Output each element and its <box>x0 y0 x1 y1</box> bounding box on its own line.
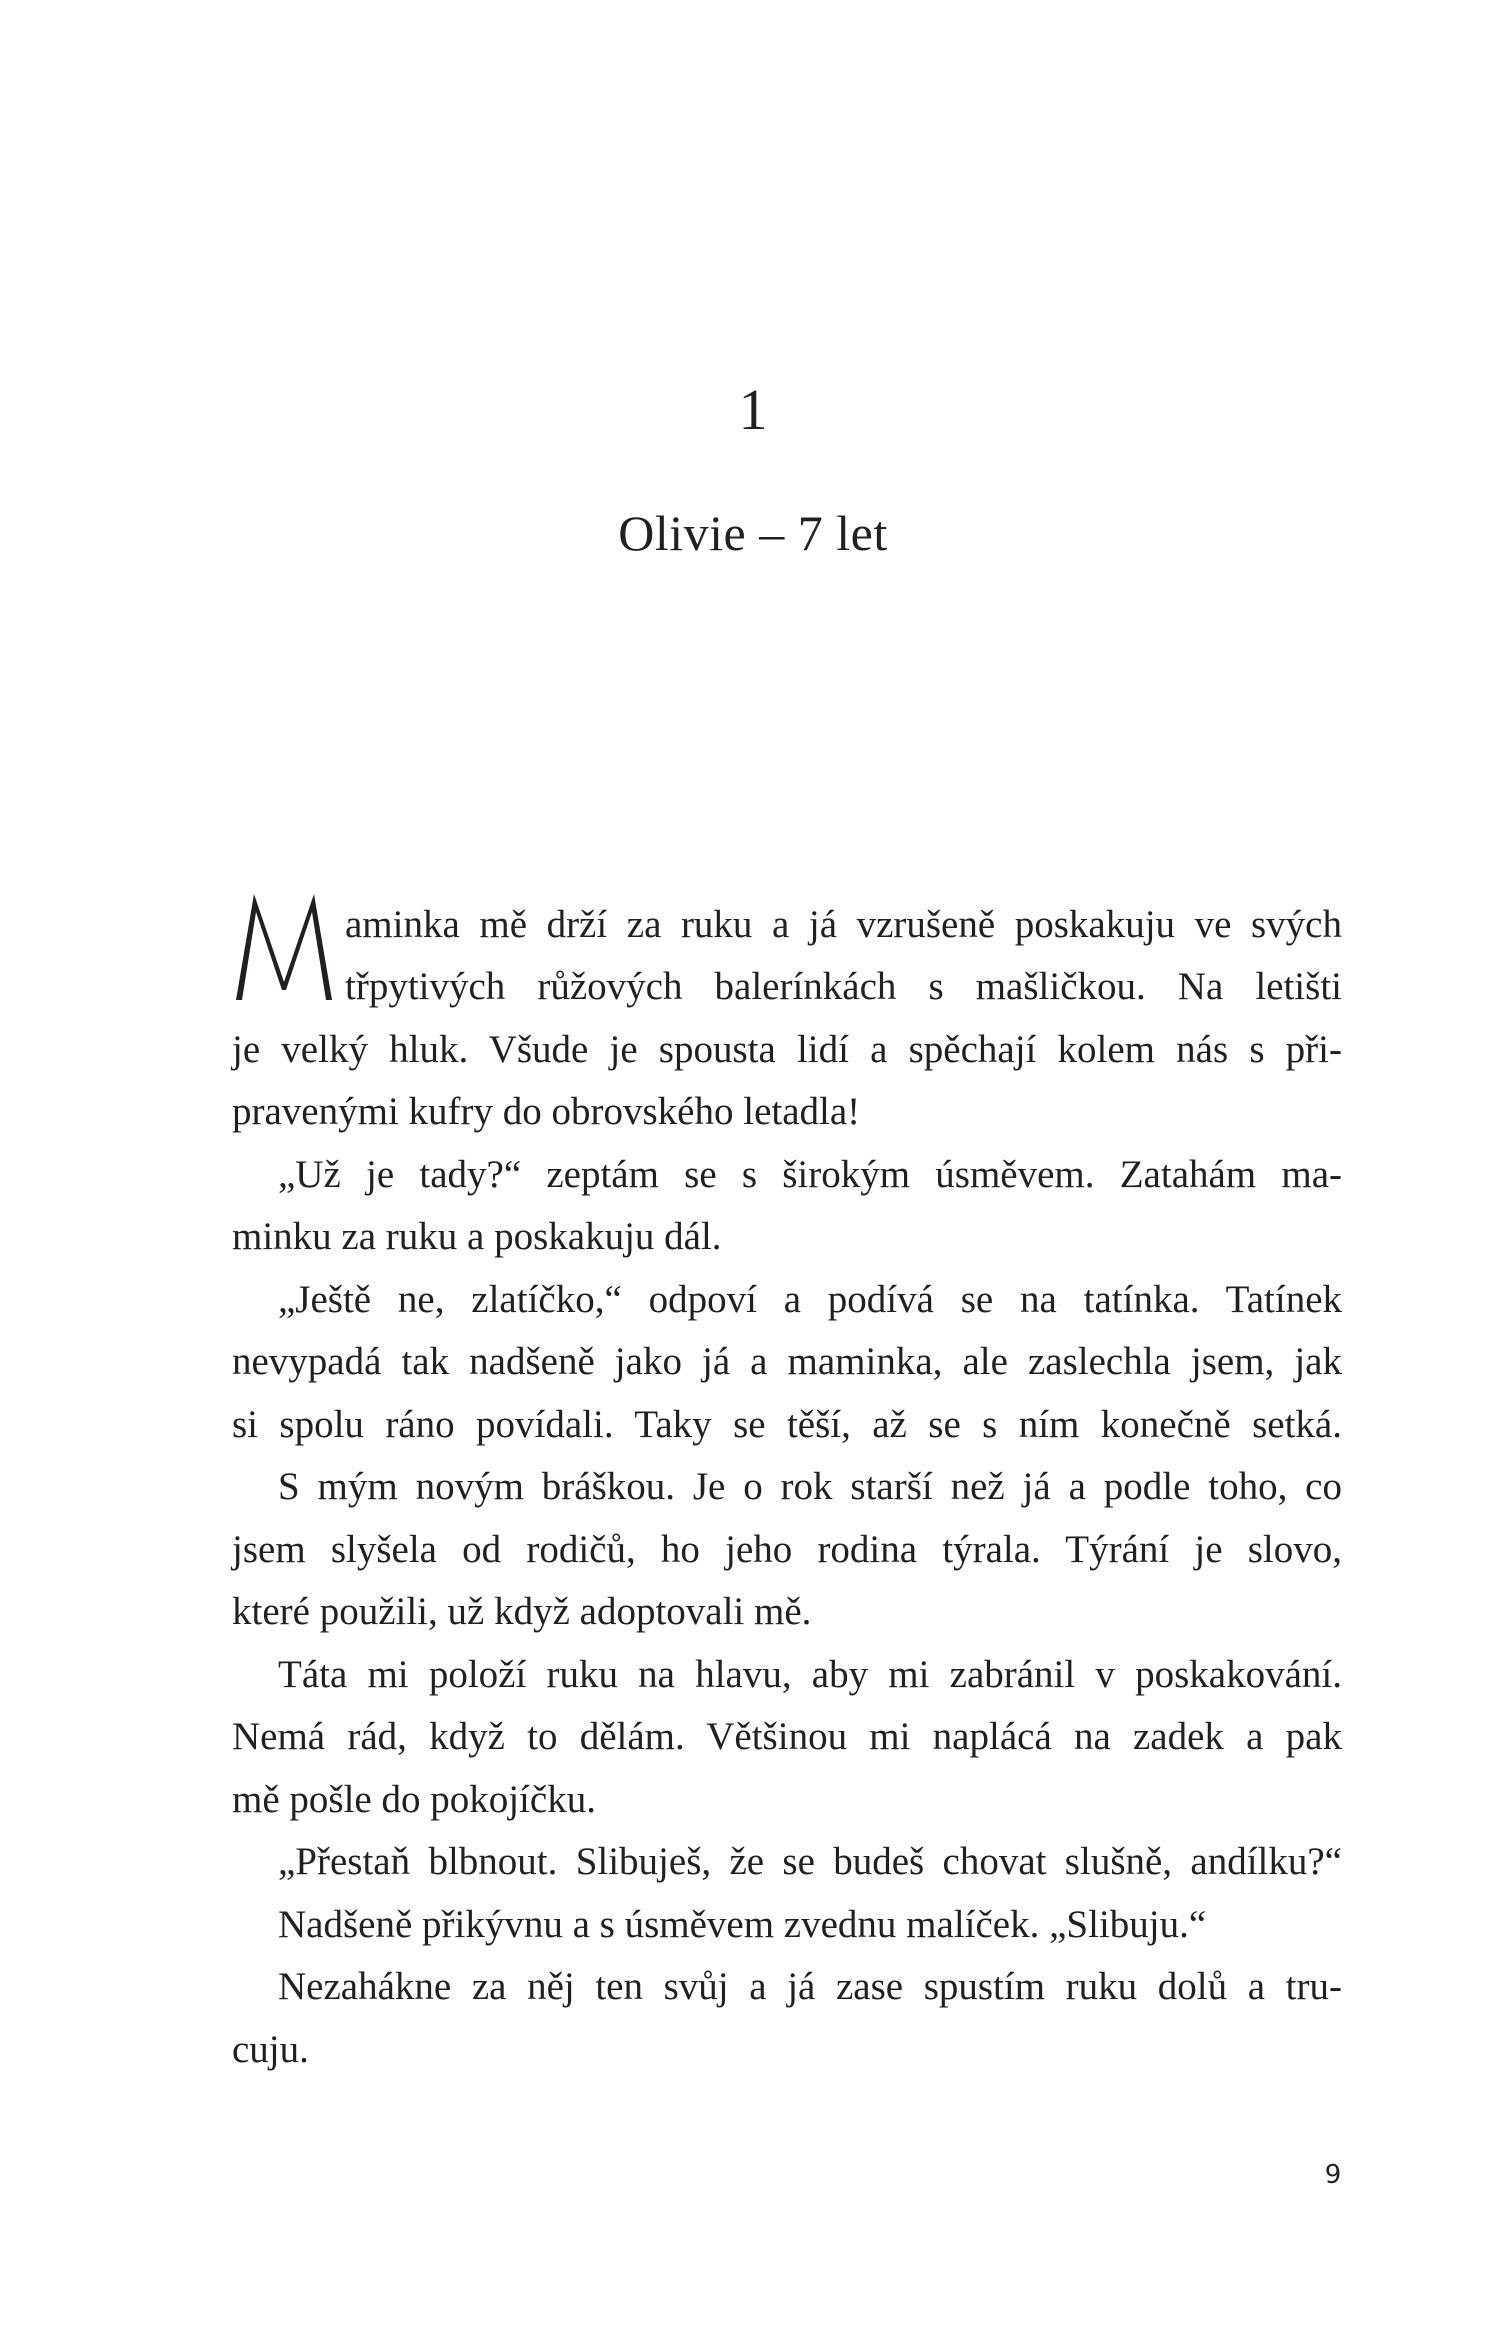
drop-cap-letter-glyph <box>232 890 336 1002</box>
paragraph-line: Nadšeně přikývnu a s úsměvem zvednu malíček. „Slibuju.“ <box>278 1903 1207 1946</box>
paragraph-line: třpytivých růžových balerínkách s mašličkou. Na letišti <box>345 965 1342 1008</box>
drop-cap <box>232 890 336 1002</box>
chapter-number: 1 <box>738 377 768 442</box>
paragraph-line: cuju. <box>232 2028 309 2071</box>
chapter-title: Olivie – 7 let <box>618 505 888 561</box>
paragraph-line: jsem slyšela od rodičů, ho jeho rodina týrala. Týrání je slovo, <box>232 1528 1342 1571</box>
paragraph-line: aminka mě drží za ruku a já vzrušeně poskakuju ve svých <box>345 903 1342 946</box>
paragraph-line: Táta mi položí ruku na hlavu, aby mi zabránil v poskakování. <box>278 1653 1342 1696</box>
paragraph-line: mě pošle do pokojíčku. <box>232 1778 596 1821</box>
paragraph-line: „Přestaň blbnout. Slibuješ, že se budeš chovat slušně, andílku?“ <box>278 1840 1342 1883</box>
paragraph-line: které použili, už když adoptovali mě. <box>232 1590 812 1633</box>
paragraph-line: pravenými kufry do obrovského letadla! <box>232 1090 861 1133</box>
paragraph-line: Nemá rád, když to dělám. Většinou mi naplácá na zadek a pak <box>232 1715 1342 1758</box>
paragraph-line: „Ještě ne, zlatíčko,“ odpoví a podívá se na tatínka. Tatínek <box>278 1278 1342 1321</box>
paragraph-line: si spolu ráno povídali. Taky se těší, až se s ním konečně setká. <box>232 1403 1342 1446</box>
paragraph-line: minku za ruku a poskakuju dál. <box>232 1215 722 1258</box>
paragraph-line: Nezahákne za něj ten svůj a já zase spustím ruku dolů a tru- <box>278 1965 1342 2008</box>
paragraph-line: „Už je tady?“ zeptám se s širokým úsměvem. Zatahám ma- <box>278 1153 1342 1196</box>
paragraph-line: nevypadá tak nadšeně jako já a maminka, ale zaslechla jsem, jak <box>232 1340 1342 1383</box>
paragraph-line: je velký hluk. Všude je spousta lidí a spěchají kolem nás s při- <box>232 1028 1342 1071</box>
page-number: 9 <box>1324 2160 1342 2190</box>
paragraph-line: S mým novým bráškou. Je o rok starší než já a podle toho, co <box>278 1465 1342 1508</box>
